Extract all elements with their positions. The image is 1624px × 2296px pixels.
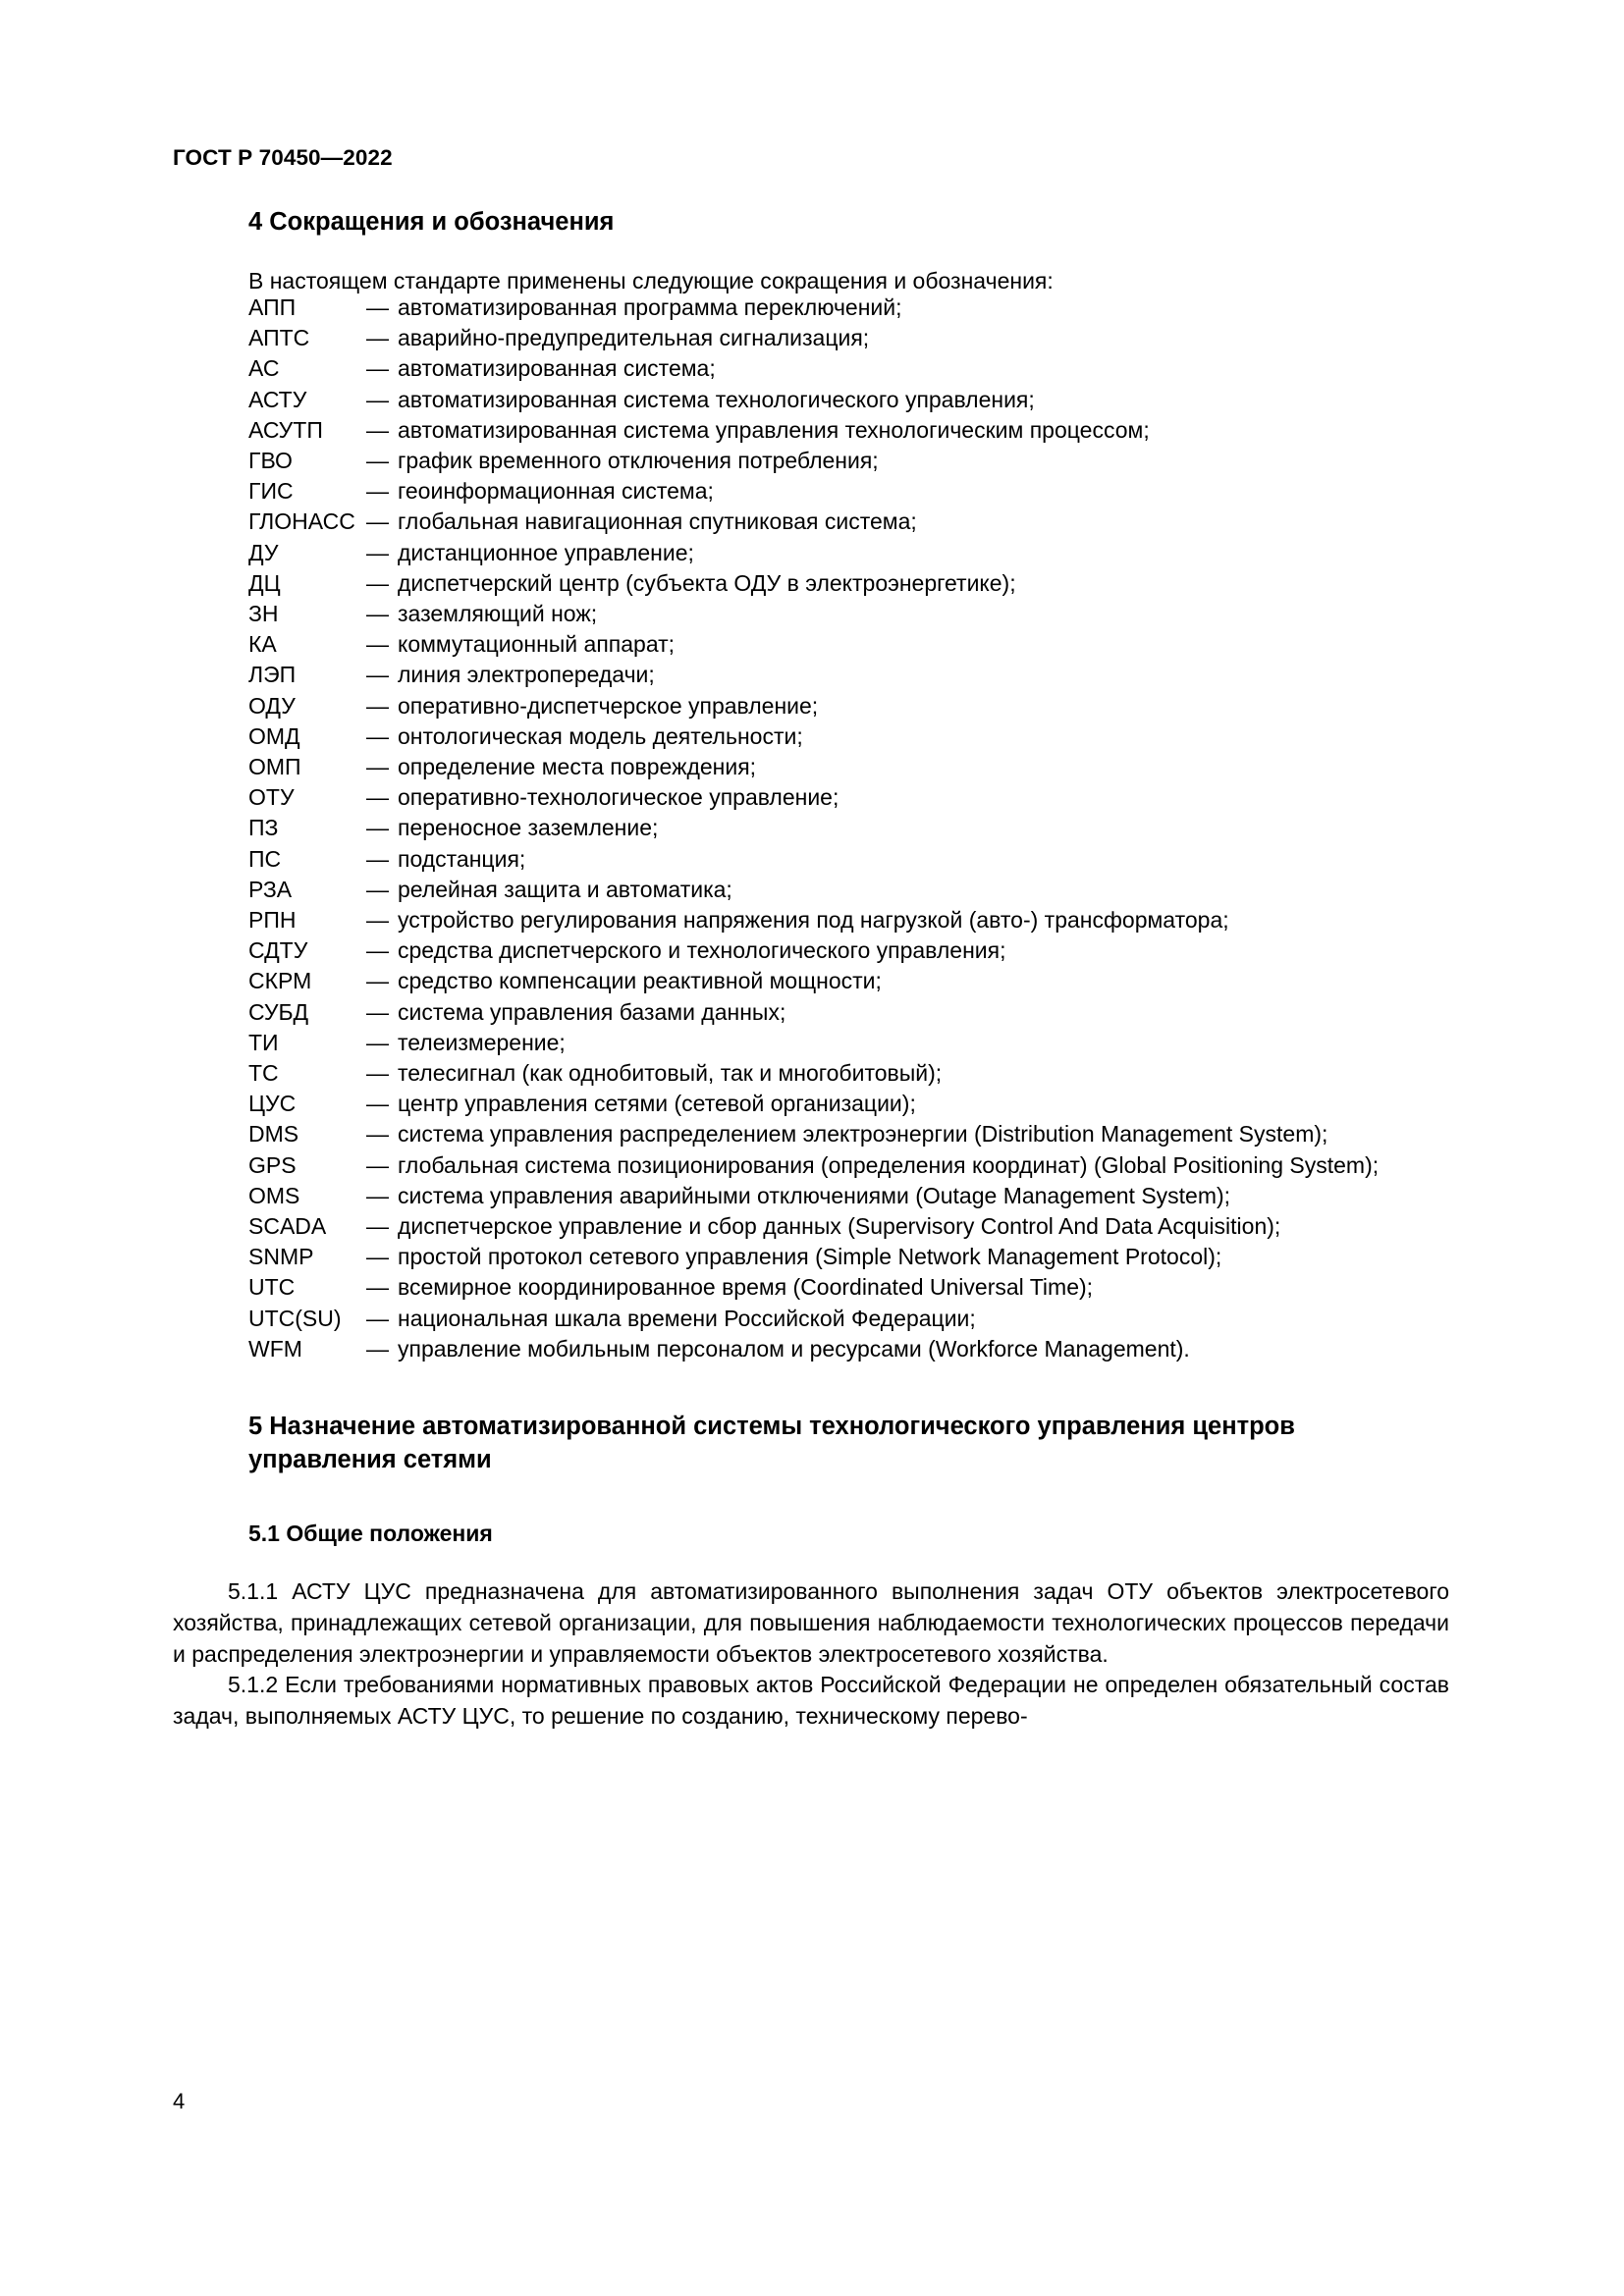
abbreviation-term: АСУТП bbox=[248, 416, 323, 443]
abbreviation-term: UTC bbox=[248, 1274, 296, 1301]
abbreviation-row bbox=[248, 507, 1449, 537]
abbreviation-dash: — bbox=[366, 447, 389, 473]
section-4-title: 4 Сокращения и обозначения bbox=[248, 208, 615, 236]
abbreviation-dash: — bbox=[366, 569, 389, 596]
abbreviation-row bbox=[248, 1334, 1449, 1364]
abbreviation-dash: — bbox=[366, 325, 389, 351]
abbreviation-definition: линия электропередачи; bbox=[398, 662, 655, 688]
abbreviation-row bbox=[248, 935, 1449, 966]
abbreviation-row bbox=[248, 293, 1449, 323]
abbreviation-term: ПС bbox=[248, 845, 282, 872]
abbreviation-row bbox=[248, 721, 1449, 752]
abbreviation-row bbox=[248, 997, 1449, 1028]
abbreviation-row bbox=[248, 353, 1449, 384]
abbreviation-row bbox=[248, 323, 1449, 353]
abbreviation-term: АС bbox=[248, 355, 280, 382]
abbreviation-definition: переносное заземление; bbox=[398, 815, 659, 841]
abbreviation-row bbox=[248, 813, 1449, 843]
abbreviation-definition: простой протокол сетевого управления (Simple Network Management Protocol); bbox=[398, 1244, 1222, 1270]
abbreviation-dash: — bbox=[366, 478, 389, 505]
subsection-5-1-title: 5.1 Общие положения bbox=[248, 1520, 493, 1546]
abbreviation-definition: автоматизированная система технологического управления; bbox=[398, 386, 1035, 412]
abbreviation-row bbox=[248, 385, 1449, 415]
abbreviation-row bbox=[248, 1028, 1449, 1058]
abbreviation-dash: — bbox=[366, 1274, 389, 1301]
abbreviation-dash: — bbox=[366, 1213, 389, 1239]
abbreviation-term: СУБД bbox=[248, 998, 309, 1025]
abbreviation-term: ОМД bbox=[248, 722, 300, 749]
abbreviation-definition: диспетчерское управление и сбор данных (Supervisory Control And Data Acquisition); bbox=[398, 1213, 1281, 1239]
abbreviation-dash: — bbox=[366, 1121, 389, 1148]
abbreviation-term: ТС bbox=[248, 1059, 279, 1086]
abbreviation-definition: релейная защита и автоматика; bbox=[398, 876, 732, 902]
paragraph-5-1-1: 5.1.1 АСТУ ЦУС предназначена для автоматизированного выполнения задач ОТУ объектов электросетевого хозяйства, принадлежащих сетевой организации, для повышения наблюдаемости технологических процессов передачи и распределения электроэнергии и управляемости объектов электросетевого хозяйства. bbox=[173, 1578, 1449, 1667]
abbreviation-dash: — bbox=[366, 1059, 389, 1086]
abbreviation-definition: автоматизированная система управления технологическим процессом; bbox=[398, 416, 1150, 443]
abbreviation-row bbox=[248, 875, 1449, 905]
abbreviation-row bbox=[248, 844, 1449, 875]
abbreviation-definition: заземляющий нож; bbox=[398, 600, 598, 626]
abbreviation-row bbox=[248, 1058, 1449, 1089]
abbreviation-definition: подстанция; bbox=[398, 845, 526, 872]
abbreviation-dash: — bbox=[366, 937, 389, 964]
abbreviation-dash: — bbox=[366, 845, 389, 872]
abbreviation-dash: — bbox=[366, 1029, 389, 1055]
abbreviation-row bbox=[248, 1211, 1449, 1242]
section-4-intro: В настоящем стандарте применены следующие сокращения и обозначения: bbox=[248, 267, 1054, 294]
abbreviation-term: ПЗ bbox=[248, 815, 279, 841]
abbreviation-definition: график временного отключения потребления; bbox=[398, 447, 879, 473]
abbreviation-definition: управление мобильным персоналом и ресурсами (Workforce Management). bbox=[398, 1335, 1190, 1362]
abbreviation-row bbox=[248, 1089, 1449, 1119]
abbreviation-term: КА bbox=[248, 631, 277, 658]
abbreviation-definition: автоматизированная программа переключений; bbox=[398, 294, 902, 320]
abbreviation-row bbox=[248, 1181, 1449, 1211]
abbreviation-row bbox=[248, 966, 1449, 996]
abbreviation-dash: — bbox=[366, 662, 389, 688]
abbreviation-row bbox=[248, 599, 1449, 629]
abbreviation-dash: — bbox=[366, 539, 389, 565]
abbreviation-term: АСТУ bbox=[248, 386, 307, 412]
abbreviation-term: SNMP bbox=[248, 1244, 314, 1270]
abbreviation-definition: всемирное координированное время (Coordinated Universal Time); bbox=[398, 1274, 1094, 1301]
abbreviation-definition: система управления распределением электроэнергии (Distribution Management System); bbox=[398, 1121, 1328, 1148]
abbreviation-dash: — bbox=[366, 1151, 389, 1178]
abbreviation-dash: — bbox=[366, 294, 389, 320]
abbreviation-dash: — bbox=[366, 876, 389, 902]
abbreviation-term: ЛЭП bbox=[248, 662, 297, 688]
section-5-title: 5 Назначение автоматизированной системы технологического управления центров управления сетями bbox=[248, 1413, 1295, 1474]
abbreviation-term: РЗА bbox=[248, 876, 293, 902]
abbreviation-term: АПП bbox=[248, 294, 297, 320]
abbreviation-definition: глобальная навигационная спутниковая система; bbox=[398, 508, 917, 535]
abbreviation-list bbox=[173, 293, 1449, 1364]
abbreviation-row bbox=[248, 1242, 1449, 1272]
page-number: 4 bbox=[173, 2089, 186, 2113]
abbreviation-definition: геоинформационная система; bbox=[398, 478, 714, 505]
abbreviation-term: СДТУ bbox=[248, 937, 308, 964]
abbreviation-dash: — bbox=[366, 998, 389, 1025]
abbreviation-row bbox=[248, 446, 1449, 476]
abbreviation-row bbox=[248, 691, 1449, 721]
abbreviation-term: ДУ bbox=[248, 539, 279, 565]
abbreviation-row bbox=[248, 905, 1449, 935]
abbreviation-row bbox=[248, 752, 1449, 782]
abbreviation-dash: — bbox=[366, 1244, 389, 1270]
abbreviation-row bbox=[248, 415, 1449, 446]
abbreviation-definition: аварийно-предупредительная сигнализация; bbox=[398, 325, 870, 351]
abbreviation-dash: — bbox=[366, 1335, 389, 1362]
abbreviation-term: ОТУ bbox=[248, 784, 295, 811]
abbreviation-term: UTC(SU) bbox=[248, 1305, 342, 1331]
abbreviation-definition: устройство регулирования напряжения под нагрузкой (авто-) трансформатора; bbox=[398, 906, 1229, 933]
abbreviation-term: ДЦ bbox=[248, 569, 281, 596]
abbreviation-dash: — bbox=[366, 416, 389, 443]
abbreviation-dash: — bbox=[366, 692, 389, 719]
paragraph-5-1-2: 5.1.2 Если требованиями нормативных правовых актов Российской Федерации не определен обязательный состав задач, выполняемых АСТУ ЦУС, то решение по созданию, техническому перево- bbox=[173, 1672, 1449, 1729]
abbreviation-definition: центр управления сетями (сетевой организации); bbox=[398, 1091, 916, 1117]
abbreviation-definition: онтологическая модель деятельности; bbox=[398, 722, 803, 749]
abbreviation-row bbox=[248, 1304, 1449, 1334]
abbreviation-definition: национальная шкала времени Российской Федерации; bbox=[398, 1305, 976, 1331]
abbreviation-dash: — bbox=[366, 784, 389, 811]
abbreviation-dash: — bbox=[366, 1091, 389, 1117]
abbreviation-definition: глобальная система позиционирования (определения координат) (Global Positioning System); bbox=[398, 1151, 1380, 1178]
abbreviation-definition: оперативно-технологическое управление; bbox=[398, 784, 839, 811]
abbreviation-definition: диспетчерский центр (субъекта ОДУ в электроэнергетике); bbox=[398, 569, 1016, 596]
abbreviation-definition: дистанционное управление; bbox=[398, 539, 694, 565]
abbreviation-dash: — bbox=[366, 508, 389, 535]
abbreviation-dash: — bbox=[366, 631, 389, 658]
running-head: ГОСТ Р 70450—2022 bbox=[173, 145, 393, 170]
abbreviation-dash: — bbox=[366, 753, 389, 779]
abbreviation-dash: — bbox=[366, 1182, 389, 1208]
abbreviation-dash: — bbox=[366, 600, 389, 626]
abbreviation-term: DMS bbox=[248, 1121, 299, 1148]
abbreviation-row bbox=[248, 1119, 1449, 1149]
abbreviation-term: РПН bbox=[248, 906, 297, 933]
abbreviation-term: ГЛОНАСС bbox=[248, 508, 355, 535]
abbreviation-row bbox=[248, 476, 1449, 507]
abbreviation-definition: определение места повреждения; bbox=[398, 753, 757, 779]
abbreviation-dash: — bbox=[366, 815, 389, 841]
abbreviation-definition: система управления базами данных; bbox=[398, 998, 786, 1025]
abbreviation-term: ТИ bbox=[248, 1029, 279, 1055]
abbreviation-row bbox=[248, 660, 1449, 690]
abbreviation-term: ГВО bbox=[248, 447, 293, 473]
abbreviation-dash: — bbox=[366, 355, 389, 382]
abbreviation-dash: — bbox=[366, 968, 389, 994]
abbreviation-definition: автоматизированная система; bbox=[398, 355, 716, 382]
abbreviation-definition: система управления аварийными отключениями (Outage Management System); bbox=[398, 1182, 1231, 1208]
abbreviation-row bbox=[248, 629, 1449, 660]
abbreviation-row bbox=[248, 568, 1449, 599]
abbreviation-definition: телесигнал (как однобитовый, так и многобитовый); bbox=[398, 1059, 943, 1086]
abbreviation-row bbox=[248, 1150, 1449, 1181]
abbreviation-dash: — bbox=[366, 906, 389, 933]
abbreviation-term: SCADA bbox=[248, 1213, 327, 1239]
abbreviation-definition: телеизмерение; bbox=[398, 1029, 566, 1055]
abbreviation-term: ОМП bbox=[248, 753, 301, 779]
abbreviation-definition: оперативно-диспетчерское управление; bbox=[398, 692, 819, 719]
abbreviation-term: OMS bbox=[248, 1182, 300, 1208]
abbreviation-term: ЦУС bbox=[248, 1091, 297, 1117]
abbreviation-row bbox=[248, 1272, 1449, 1303]
abbreviation-term: АПТС bbox=[248, 325, 310, 351]
abbreviation-term: ГИС bbox=[248, 478, 294, 505]
abbreviation-dash: — bbox=[366, 386, 389, 412]
abbreviation-dash: — bbox=[366, 1305, 389, 1331]
abbreviation-term: GPS bbox=[248, 1151, 297, 1178]
abbreviation-term: WFM bbox=[248, 1335, 302, 1362]
abbreviation-term: ЗН bbox=[248, 600, 279, 626]
abbreviation-definition: средства диспетчерского и технологического управления; bbox=[398, 937, 1006, 964]
abbreviation-definition: коммутационный аппарат; bbox=[398, 631, 676, 658]
abbreviation-row bbox=[248, 538, 1449, 568]
abbreviation-row bbox=[248, 782, 1449, 813]
abbreviation-definition: средство компенсации реактивной мощности; bbox=[398, 968, 882, 994]
abbreviation-term: ОДУ bbox=[248, 692, 296, 719]
abbreviation-term: СКРМ bbox=[248, 968, 312, 994]
page-content bbox=[173, 206, 1449, 1732]
abbreviation-dash: — bbox=[366, 722, 389, 749]
